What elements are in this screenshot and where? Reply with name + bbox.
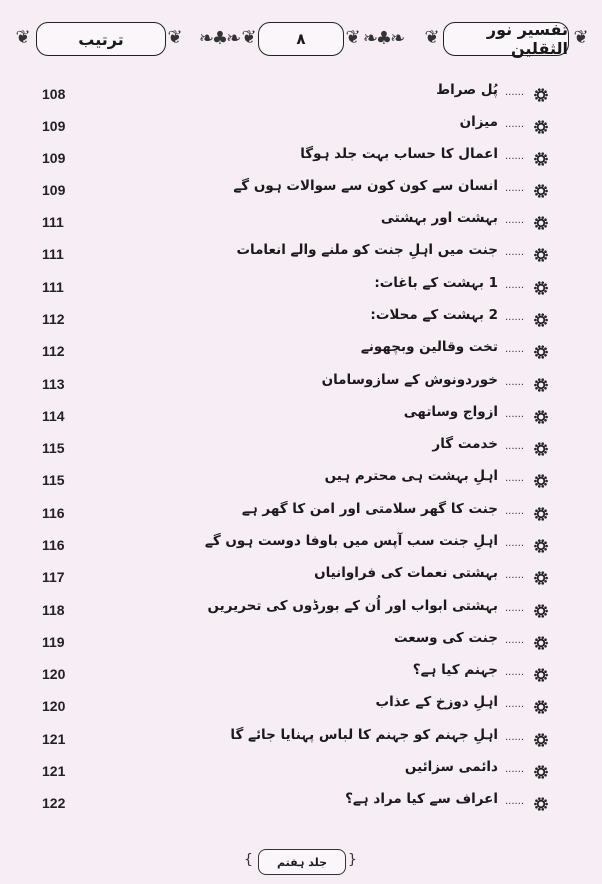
- toc-entry: [0, 660, 602, 692]
- toc-entry: [0, 434, 602, 466]
- toc-entry-title: اہلِ جہنم کو جہنم کا لباس پہنایا جائے گا: [230, 727, 498, 743]
- toc-entry: [0, 789, 602, 821]
- toc-entry-title: انسان سے کون کون سے سوالات ہوں گے: [233, 178, 498, 194]
- toc-entry-title: دائمی سزائیں: [404, 759, 498, 775]
- dot-leader: ......: [505, 538, 525, 549]
- flourish-ornament-icon: {: [244, 852, 253, 868]
- dot-leader: ......: [505, 732, 525, 743]
- flourish-ornament-icon: ❦: [15, 27, 31, 48]
- dot-leader: ......: [505, 215, 525, 226]
- dot-leader: ......: [505, 764, 525, 775]
- toc-entry-title: جنت میں اہلِ جنت کو ملنے والے انعامات: [236, 242, 498, 258]
- star-flower-bullet-icon: [534, 313, 548, 327]
- star-flower-bullet-icon: [534, 571, 548, 585]
- book-title: تفسیر نور الثقلین: [486, 20, 568, 58]
- dot-leader: ......: [505, 87, 525, 98]
- toc-entry: [0, 305, 602, 337]
- toc-entry-title: بہشت اور بہشتی: [380, 210, 498, 226]
- toc-page-number: 111: [42, 214, 64, 230]
- toc-entry-title: خوردونوش کے سازوسامان: [321, 372, 498, 388]
- dot-leader: ......: [505, 635, 525, 646]
- dot-leader: ......: [505, 506, 525, 517]
- volume-cartouche: [258, 849, 346, 875]
- flourish-ornament-icon: ❦: [573, 27, 589, 48]
- toc-entry-title: خدمت گار: [432, 436, 498, 452]
- toc-entry-title: 2 بہشت کے محلات:: [370, 307, 498, 323]
- star-flower-bullet-icon: [534, 184, 548, 198]
- dot-leader: ......: [505, 570, 525, 581]
- toc-entry: [0, 531, 602, 563]
- star-flower-bullet-icon: [534, 281, 548, 295]
- toc-page-number: 122: [42, 795, 66, 811]
- star-flower-bullet-icon: [534, 216, 548, 230]
- toc-entry: [0, 596, 602, 628]
- toc-entry-title: اہلِ بہشت ہی محترم ہیں: [324, 468, 498, 484]
- dot-leader: ......: [505, 247, 525, 258]
- star-flower-bullet-icon: [534, 152, 548, 166]
- star-flower-bullet-icon: [534, 765, 548, 779]
- book-title-cartouche: [443, 22, 569, 56]
- dot-leader: ......: [505, 344, 525, 355]
- star-flower-bullet-icon: [534, 700, 548, 714]
- toc-page-number: 121: [42, 763, 66, 779]
- toc-entry-title: 1 بہشت کے باغات:: [374, 275, 498, 291]
- toc-entry-title: ازواج وساتھی: [403, 404, 498, 420]
- toc-page-number: 108: [42, 86, 66, 102]
- dot-leader: ......: [505, 151, 525, 162]
- star-flower-bullet-icon: [534, 604, 548, 618]
- toc-entry: [0, 144, 602, 176]
- toc-entry: [0, 112, 602, 144]
- vine-ornament-icon: ❧♣❧: [198, 27, 240, 49]
- section-label: ترتیب: [78, 29, 124, 49]
- page-number: ٨: [296, 30, 306, 48]
- toc-entry: [0, 337, 602, 369]
- toc-entry: [0, 240, 602, 272]
- star-flower-bullet-icon: [534, 636, 548, 650]
- star-flower-bullet-icon: [534, 668, 548, 682]
- toc-page-number: 109: [42, 150, 66, 166]
- page-number-cartouche: [258, 22, 344, 56]
- toc-page-number: 115: [42, 440, 65, 456]
- toc-entry: [0, 370, 602, 402]
- dot-leader: ......: [505, 119, 525, 130]
- dot-leader: ......: [505, 183, 525, 194]
- star-flower-bullet-icon: [534, 378, 548, 392]
- toc-page-number: 119: [42, 634, 65, 650]
- dot-leader: ......: [505, 603, 525, 614]
- star-flower-bullet-icon: [534, 248, 548, 262]
- toc-entry: [0, 176, 602, 208]
- toc-entry-title: بہشتی نعمات کی فراوانیاں: [314, 565, 498, 581]
- flourish-ornament-icon: ❦: [345, 27, 361, 48]
- star-flower-bullet-icon: [534, 442, 548, 456]
- vine-ornament-icon: ❧♣❧: [362, 27, 404, 49]
- toc-page-number: 113: [42, 376, 65, 392]
- dot-leader: ......: [505, 280, 525, 291]
- flourish-ornament-icon: ❦: [167, 27, 183, 48]
- toc-entry: [0, 208, 602, 240]
- dot-leader: ......: [505, 312, 525, 323]
- toc-page-number: 114: [42, 408, 65, 424]
- toc-page-number: 109: [42, 118, 66, 134]
- flourish-ornament-icon: }: [348, 852, 357, 868]
- toc-page-number: 111: [42, 279, 64, 295]
- toc-page-number: 116: [42, 537, 65, 553]
- vine-ornament-band: [346, 24, 420, 52]
- toc-entry: [0, 757, 602, 789]
- toc-page-number: 118: [42, 602, 65, 618]
- toc-page-number: 112: [42, 343, 65, 359]
- star-flower-bullet-icon: [534, 507, 548, 521]
- toc-entry-title: اعمال کا حساب بہت جلد ہوگا: [300, 146, 498, 162]
- toc-entry: [0, 80, 602, 112]
- dot-leader: ......: [505, 796, 525, 807]
- star-flower-bullet-icon: [534, 797, 548, 811]
- star-flower-bullet-icon: [534, 733, 548, 747]
- toc-page-number: 117: [42, 569, 65, 585]
- star-flower-bullet-icon: [534, 474, 548, 488]
- toc-entry-title: اعراف سے کیا مراد ہے؟: [345, 791, 498, 807]
- toc-entry: [0, 628, 602, 660]
- star-flower-bullet-icon: [534, 120, 548, 134]
- toc-entry: [0, 273, 602, 305]
- dot-leader: ......: [505, 377, 525, 388]
- volume-label: جلد ہفتم: [276, 855, 328, 869]
- toc-entry-title: اہلِ جنت سب آپس میں باوفا دوست ہوں گے: [204, 533, 498, 549]
- star-flower-bullet-icon: [534, 410, 548, 424]
- toc-entry: [0, 466, 602, 498]
- toc-entry: [0, 692, 602, 724]
- star-flower-bullet-icon: [534, 539, 548, 553]
- toc-entry-title: میزان: [459, 114, 498, 130]
- toc-entry-title: جہنم کیا ہے؟: [412, 662, 498, 678]
- toc-page-number: 115: [42, 472, 65, 488]
- toc-entry: [0, 402, 602, 434]
- page-header: [0, 0, 602, 62]
- toc-entry-title: تخت وقالین وبچھونے: [360, 339, 498, 355]
- star-flower-bullet-icon: [534, 345, 548, 359]
- toc-entry-title: جنت کی وسعت: [393, 630, 498, 646]
- toc-entry-title: اہلِ دوزخ کے عذاب: [375, 694, 498, 710]
- toc-entry: [0, 499, 602, 531]
- flourish-ornament-icon: ❦: [424, 27, 440, 48]
- dot-leader: ......: [505, 409, 525, 420]
- toc-entry: [0, 725, 602, 757]
- toc-entry-title: جنت کا گھر سلامتی اور امن کا گھر ہے: [241, 501, 498, 517]
- toc-entry: [0, 563, 602, 595]
- flourish-ornament-icon: ❦: [241, 27, 257, 48]
- toc-entry-title: بہشتی ابواب اور اُن کے بورڈوں کی تحریریں: [207, 598, 498, 614]
- dot-leader: ......: [505, 441, 525, 452]
- toc-page-number: 109: [42, 182, 66, 198]
- toc-page-number: 111: [42, 246, 64, 262]
- dot-leader: ......: [505, 473, 525, 484]
- star-flower-bullet-icon: [534, 88, 548, 102]
- toc-page-number: 116: [42, 505, 65, 521]
- toc-page-number: 120: [42, 698, 66, 714]
- toc-page-number: 112: [42, 311, 65, 327]
- toc-page-number: 121: [42, 731, 66, 747]
- toc-page-number: 120: [42, 666, 66, 682]
- section-label-cartouche: [36, 22, 166, 56]
- dot-leader: ......: [505, 667, 525, 678]
- dot-leader: ......: [505, 699, 525, 710]
- toc-entry-title: پُل صراط: [436, 82, 498, 98]
